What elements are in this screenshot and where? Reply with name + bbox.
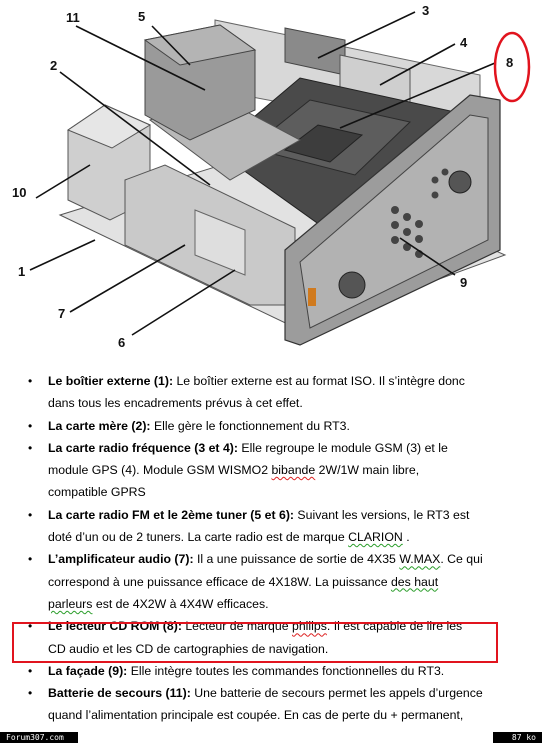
item-text: philips (291, 619, 327, 634)
item-term: Batterie de secours (11): (48, 686, 191, 701)
item-term: Le lecteur CD ROM (8): (48, 619, 182, 634)
list-item (22, 660, 527, 682)
item-text: 2W/1W main libre, (315, 463, 420, 478)
item-text: . Il est capable de lire les (326, 619, 463, 634)
bullet-icon: • (28, 619, 33, 634)
item-text: des haut (390, 574, 439, 589)
item-term: La façade (9): (48, 663, 128, 678)
list-item (22, 548, 527, 615)
callout-8: 8 (506, 55, 514, 70)
item-text: compatible GPRS (48, 485, 146, 500)
bullet-icon: • (28, 507, 33, 522)
callout-2: 2 (50, 58, 58, 73)
item-text: Suivant les versions, le RT3 est (294, 507, 470, 522)
list-item (22, 415, 527, 437)
item-text: module GPS (4). Module GSM WISMO2 (48, 463, 272, 478)
item-text: W.MAX (399, 552, 441, 567)
item-term: L’amplificateur audio (7): (48, 552, 194, 567)
component-list (22, 370, 527, 727)
callout-3: 3 (422, 3, 430, 18)
item-text: Elle regroupe le module GSM (3) et le (237, 440, 448, 455)
item-text: Une batterie de secours permet les appels d’urgence (190, 686, 483, 701)
bullet-icon: • (28, 686, 33, 701)
highlight-box-cd-rom (12, 622, 498, 663)
item-text: correspond à une puissance efficace de 4X18W. La puissance (48, 574, 391, 589)
item-term: La carte radio fréquence (3 et 4): (48, 440, 238, 455)
item-text: Il a une puissance de sortie de 4X35 (193, 552, 400, 567)
item-term: Le boîtier externe (1): (48, 374, 174, 388)
item-term: La carte mère (2): (48, 418, 151, 433)
bullet-icon: • (28, 418, 33, 433)
item-text: CLARION (348, 530, 403, 545)
list-item (22, 437, 527, 504)
bullet-icon: • (28, 440, 33, 455)
item-text: . Ce qui (440, 552, 483, 567)
item-text: doté d’un ou de 2 tuners. La carte radio est de marque (48, 530, 349, 545)
footer-site-label: Forum307.com (0, 732, 78, 743)
device-exploded-illustration (0, 0, 542, 360)
callout-9: 9 (460, 275, 468, 290)
bullet-icon: • (28, 552, 33, 567)
callout-4: 4 (460, 35, 468, 50)
callout-6: 6 (118, 335, 126, 350)
item-text: . (402, 530, 410, 545)
callout-7: 7 (58, 306, 66, 321)
footer-size-label: 87 ko (493, 732, 542, 743)
item-text: CD audio et les CD de cartographies de navigation. (48, 641, 329, 656)
item-text: est de 4X2W à 4X4W efficaces. (92, 596, 269, 611)
bullet-icon: • (28, 663, 33, 678)
item-text: Elle intègre toutes les commandes fonctionnelles du RT3. (127, 663, 445, 678)
callout-10: 10 (12, 185, 27, 200)
callout-1: 1 (18, 264, 26, 279)
item-text: quand l’alimentation principale est coupée. En cas de perte du + permanent, (48, 708, 464, 723)
item-text: parleurs (48, 596, 93, 611)
bullet-icon: • (28, 374, 33, 388)
item-text: bibande (271, 463, 316, 478)
rt3-device-drawing (0, 0, 542, 360)
list-item (22, 682, 527, 727)
item-term: La carte radio FM et le 2ème tuner (5 et 6): (48, 507, 295, 522)
item-text: dans tous les encadrements prévus à cet effet. (48, 396, 303, 411)
callout-11: 11 (66, 10, 80, 25)
item-text: Le boîtier externe est au format ISO. Il s’intègre donc (173, 374, 465, 388)
item-text: Lecteur de marque (181, 619, 292, 634)
list-item (22, 370, 527, 415)
list-item (22, 504, 527, 549)
callout-5: 5 (138, 9, 146, 24)
item-text: Elle gère le fonctionnement du RT3. (150, 418, 350, 433)
